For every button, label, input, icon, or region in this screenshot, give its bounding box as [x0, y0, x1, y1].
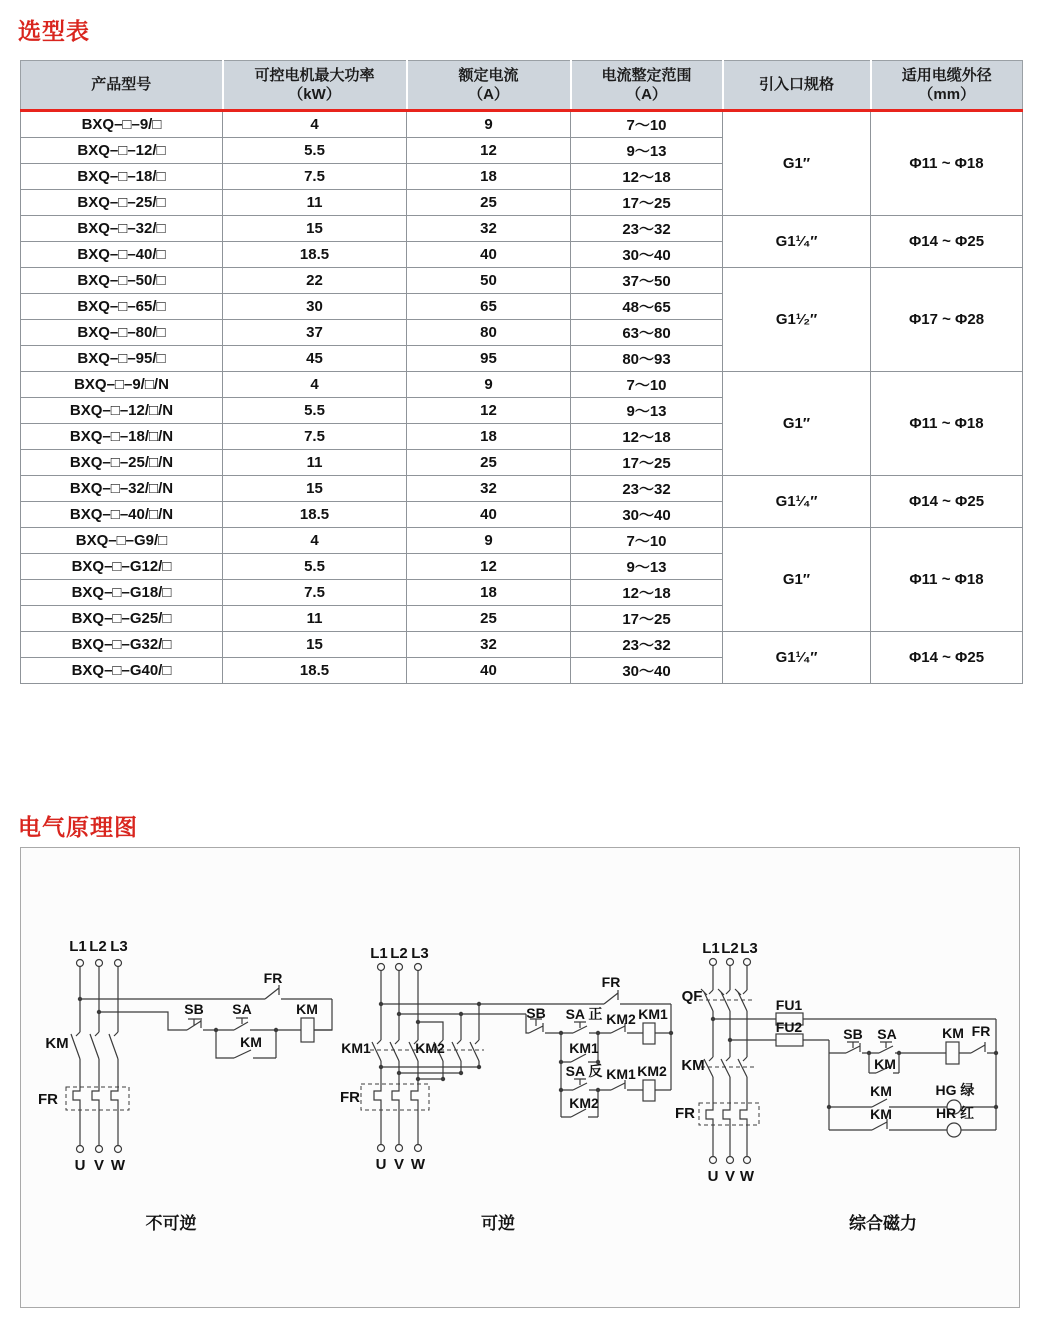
cell-model: BXQ–□–80/□	[21, 320, 223, 346]
label-w: W	[739, 1168, 755, 1185]
cell-power: 5.5	[223, 398, 407, 424]
cell-current: 12	[407, 398, 571, 424]
cell-model: BXQ–□–G12/□	[21, 554, 223, 580]
cell-model: BXQ–□–65/□	[21, 294, 223, 320]
label-km1-aux: KM1	[569, 1040, 599, 1056]
circuit-reversible	[340, 945, 673, 1233]
cell-inlet: G1″	[723, 111, 871, 216]
table-row	[21, 372, 1023, 398]
cell-current: 12	[407, 554, 571, 580]
label-sb: SB	[184, 1001, 204, 1017]
terminal-l1	[77, 960, 84, 967]
caption-nonreversible: 不可逆	[145, 1214, 197, 1233]
cell-power: 18.5	[223, 502, 407, 528]
label-km2-coil: KM2	[637, 1063, 667, 1079]
cell-model: BXQ–□–G25/□	[21, 606, 223, 632]
cell-current: 9	[407, 111, 571, 138]
cell-power: 37	[223, 320, 407, 346]
terminal-l3	[115, 960, 122, 967]
schematic-drawing	[21, 848, 1019, 1307]
label-fr-contact: FR	[263, 970, 283, 986]
selection-table	[20, 60, 1023, 684]
label-km-main: KM	[681, 1057, 705, 1074]
cell-power: 18.5	[223, 658, 407, 684]
cell-current: 40	[407, 502, 571, 528]
label-qf: QF	[681, 988, 703, 1005]
cell-range: 9～13	[571, 554, 723, 580]
cell-cable: Φ11 ~ Φ18	[871, 372, 1023, 476]
label-km-coil: KM	[296, 1001, 318, 1017]
cell-model: BXQ–□–G40/□	[21, 658, 223, 684]
cell-range: 23～32	[571, 476, 723, 502]
header-subtext: （A）	[468, 86, 509, 103]
label-w: W	[110, 1157, 126, 1174]
km-coil	[946, 1042, 959, 1064]
label-sa: SA	[232, 1001, 252, 1017]
label-l2: L2	[390, 945, 408, 962]
circuit-nonreversible	[38, 938, 332, 1233]
cell-cable: Φ14 ~ Φ25	[871, 632, 1023, 684]
cell-power: 7.5	[223, 580, 407, 606]
cell-power: 11	[223, 450, 407, 476]
label-l2: L2	[721, 940, 739, 957]
cell-model: BXQ–□–12/□	[21, 138, 223, 164]
cell-range: 9～13	[571, 138, 723, 164]
header-text: 适用电缆外径	[901, 66, 992, 84]
terminal-w	[744, 1157, 751, 1164]
cell-current: 18	[407, 580, 571, 606]
fuse-fu2	[776, 1034, 803, 1046]
terminal-u	[710, 1157, 717, 1164]
selection-table-title: 选型表	[18, 18, 90, 44]
cell-power: 15	[223, 476, 407, 502]
thermal-relay-box	[361, 1084, 429, 1110]
header-inlet	[723, 61, 871, 111]
wiring	[370, 971, 673, 1145]
label-km2-aux: KM2	[569, 1095, 599, 1111]
cell-current: 80	[407, 320, 571, 346]
header-subtext: （mm）	[918, 86, 976, 103]
label-w: W	[410, 1156, 426, 1173]
table-row	[21, 528, 1023, 554]
label-km1-main: KM1	[341, 1040, 371, 1056]
cell-model: BXQ–□–40/□/N	[21, 502, 223, 528]
header-subtext: （kW）	[288, 86, 341, 103]
cell-inlet: G1¹⁄₂″	[723, 268, 871, 372]
label-l3: L3	[411, 945, 429, 962]
label-km2-main: KM2	[415, 1040, 445, 1056]
header-text: 产品型号	[91, 76, 152, 94]
label-km-coil: KM	[942, 1025, 964, 1041]
label-km-lamp-red: KM	[870, 1106, 892, 1122]
header-model	[21, 61, 223, 111]
cell-power: 15	[223, 632, 407, 658]
cell-power: 7.5	[223, 424, 407, 450]
cell-cable: Φ14 ~ Φ25	[871, 476, 1023, 528]
km1-coil	[643, 1023, 655, 1044]
label-fr-contact: FR	[601, 974, 621, 990]
table-row	[21, 268, 1023, 294]
terminal-l1	[378, 964, 385, 971]
header-power	[223, 61, 407, 111]
cell-power: 18.5	[223, 242, 407, 268]
table-body	[21, 111, 1023, 684]
wiring	[71, 967, 332, 1146]
header-subtext: （A）	[626, 86, 667, 103]
cell-power: 15	[223, 216, 407, 242]
cell-model: BXQ–□–G32/□	[21, 632, 223, 658]
cell-range: 30～40	[571, 502, 723, 528]
km-coil	[301, 1018, 314, 1042]
cell-model: BXQ–□–25/□/N	[21, 450, 223, 476]
cell-current: 18	[407, 164, 571, 190]
label-fr-box: FR	[675, 1105, 695, 1122]
cell-model: BXQ–□–18/□/N	[21, 424, 223, 450]
cell-inlet: G1¹⁄₄″	[723, 216, 871, 268]
cell-current: 50	[407, 268, 571, 294]
cell-power: 45	[223, 346, 407, 372]
cell-current: 25	[407, 606, 571, 632]
label-l1: L1	[370, 945, 388, 962]
cell-current: 32	[407, 476, 571, 502]
cell-power: 22	[223, 268, 407, 294]
terminal-l3	[744, 959, 751, 966]
label-l3: L3	[110, 938, 128, 955]
cell-range: 7～10	[571, 528, 723, 554]
cell-model: BXQ–□–9/□	[21, 111, 223, 138]
km2-coil	[643, 1080, 655, 1101]
label-sa-reverse: SA 反	[565, 1063, 603, 1079]
cell-range: 30～40	[571, 242, 723, 268]
cell-range: 17～25	[571, 606, 723, 632]
cell-range: 7～10	[571, 372, 723, 398]
cell-model: BXQ–□–12/□/N	[21, 398, 223, 424]
header-text: 可控电机最大功率	[254, 66, 375, 84]
header-text: 引入口规格	[758, 76, 834, 94]
label-sb: SB	[526, 1005, 546, 1021]
label-fu1: FU1	[775, 997, 803, 1013]
cell-inlet: G1¹⁄₄″	[723, 476, 871, 528]
cell-current: 9	[407, 528, 571, 554]
label-sb: SB	[843, 1026, 863, 1042]
cell-current: 12	[407, 138, 571, 164]
cell-cable: Φ14 ~ Φ25	[871, 216, 1023, 268]
header-text: 额定电流	[458, 66, 519, 84]
caption-combined-magnetic: 综合磁力	[849, 1214, 917, 1233]
label-l1: L1	[69, 938, 87, 955]
cell-current: 25	[407, 450, 571, 476]
cell-cable: Φ11 ~ Φ18	[871, 111, 1023, 216]
terminal-w	[415, 1145, 422, 1152]
cell-model: BXQ–□–32/□	[21, 216, 223, 242]
thermal-relay-box	[699, 1103, 759, 1125]
cell-power: 11	[223, 606, 407, 632]
label-v: V	[393, 1156, 405, 1173]
cell-power: 4	[223, 372, 407, 398]
cell-current: 40	[407, 658, 571, 684]
cell-power: 30	[223, 294, 407, 320]
label-km-lamp-green: KM	[870, 1083, 892, 1099]
terminal-l2	[396, 964, 403, 971]
cell-power: 4	[223, 111, 407, 138]
header-current	[407, 61, 571, 111]
cell-power: 11	[223, 190, 407, 216]
cell-inlet: G1″	[723, 528, 871, 632]
terminal-v	[96, 1146, 103, 1153]
cell-model: BXQ–□–18/□	[21, 164, 223, 190]
label-green-lamp: HG 绿	[935, 1082, 975, 1098]
cell-current: 40	[407, 242, 571, 268]
table-row	[21, 476, 1023, 502]
label-u: U	[707, 1168, 719, 1185]
label-v: V	[93, 1157, 105, 1174]
cell-inlet: G1¹⁄₄″	[723, 632, 871, 684]
cell-range: 17～25	[571, 190, 723, 216]
cell-range: 9～13	[571, 398, 723, 424]
cell-power: 7.5	[223, 164, 407, 190]
label-km1-coil: KM1	[638, 1006, 668, 1022]
cell-model: BXQ–□–95/□	[21, 346, 223, 372]
circuit-combined-magnetic	[675, 940, 998, 1233]
cell-range: 63～80	[571, 320, 723, 346]
terminal-l1	[710, 959, 717, 966]
cell-range: 23～32	[571, 632, 723, 658]
cell-range: 12～18	[571, 164, 723, 190]
cell-current: 25	[407, 190, 571, 216]
schematic-panel	[20, 847, 1020, 1308]
label-sa: SA	[877, 1026, 897, 1042]
red-lamp	[947, 1123, 961, 1137]
cell-cable: Φ17 ~ Φ28	[871, 268, 1023, 372]
cell-current: 32	[407, 216, 571, 242]
cell-model: BXQ–□–G9/□	[21, 528, 223, 554]
cell-model: BXQ–□–50/□	[21, 268, 223, 294]
cell-model: BXQ–□–40/□	[21, 242, 223, 268]
label-sa-forward: SA 正	[565, 1006, 603, 1022]
label-v: V	[724, 1168, 736, 1185]
cell-current: 95	[407, 346, 571, 372]
label-l2: L2	[89, 938, 107, 955]
caption-reversible: 可逆	[481, 1214, 515, 1233]
cell-range: 7～10	[571, 111, 723, 138]
cell-power: 5.5	[223, 554, 407, 580]
label-red-lamp: HR 红	[935, 1105, 975, 1121]
label-km-aux: KM	[874, 1056, 896, 1072]
cell-power: 5.5	[223, 138, 407, 164]
cell-range: 17～25	[571, 450, 723, 476]
cell-current: 18	[407, 424, 571, 450]
table-row	[21, 632, 1023, 658]
cell-range: 37～50	[571, 268, 723, 294]
cell-range: 80～93	[571, 346, 723, 372]
cell-range: 48～65	[571, 294, 723, 320]
terminal-v	[396, 1145, 403, 1152]
terminal-u	[378, 1145, 385, 1152]
cell-inlet: G1″	[723, 372, 871, 476]
terminal-l2	[727, 959, 734, 966]
label-l3: L3	[740, 940, 758, 957]
cell-range: 12～18	[571, 580, 723, 606]
terminal-u	[77, 1146, 84, 1153]
label-u: U	[74, 1157, 86, 1174]
header-range	[571, 61, 723, 111]
cell-range: 30～40	[571, 658, 723, 684]
label-u: U	[375, 1156, 387, 1173]
cell-current: 9	[407, 372, 571, 398]
table-row	[21, 216, 1023, 242]
cell-model: BXQ–□–25/□	[21, 190, 223, 216]
terminal-v	[727, 1157, 734, 1164]
cell-power: 4	[223, 528, 407, 554]
cell-current: 32	[407, 632, 571, 658]
terminal-l3	[415, 964, 422, 971]
label-fu2: FU2	[775, 1019, 803, 1035]
cell-range: 23～32	[571, 216, 723, 242]
cell-model: BXQ–□–9/□/N	[21, 372, 223, 398]
header-text: 电流整定范围	[601, 66, 692, 84]
label-l1: L1	[702, 940, 720, 957]
label-km2-interlock: KM2	[606, 1011, 636, 1027]
terminal-w	[115, 1146, 122, 1153]
header-cable	[871, 61, 1023, 111]
table-header	[21, 61, 1023, 111]
terminal-l2	[96, 960, 103, 967]
cell-model: BXQ–□–32/□/N	[21, 476, 223, 502]
label-fr-box: FR	[340, 1089, 360, 1106]
label-km-main: KM	[45, 1035, 69, 1052]
table-row	[21, 111, 1023, 138]
cell-range: 12～18	[571, 424, 723, 450]
label-fr-contact: FR	[971, 1023, 991, 1039]
cell-current: 65	[407, 294, 571, 320]
schematic-section-title: 电气原理图	[18, 814, 138, 840]
label-km1-interlock: KM1	[606, 1066, 636, 1082]
label-fr-box: FR	[38, 1091, 58, 1108]
label-km-aux: KM	[240, 1034, 262, 1050]
cell-model: BXQ–□–G18/□	[21, 580, 223, 606]
cell-cable: Φ11 ~ Φ18	[871, 528, 1023, 632]
